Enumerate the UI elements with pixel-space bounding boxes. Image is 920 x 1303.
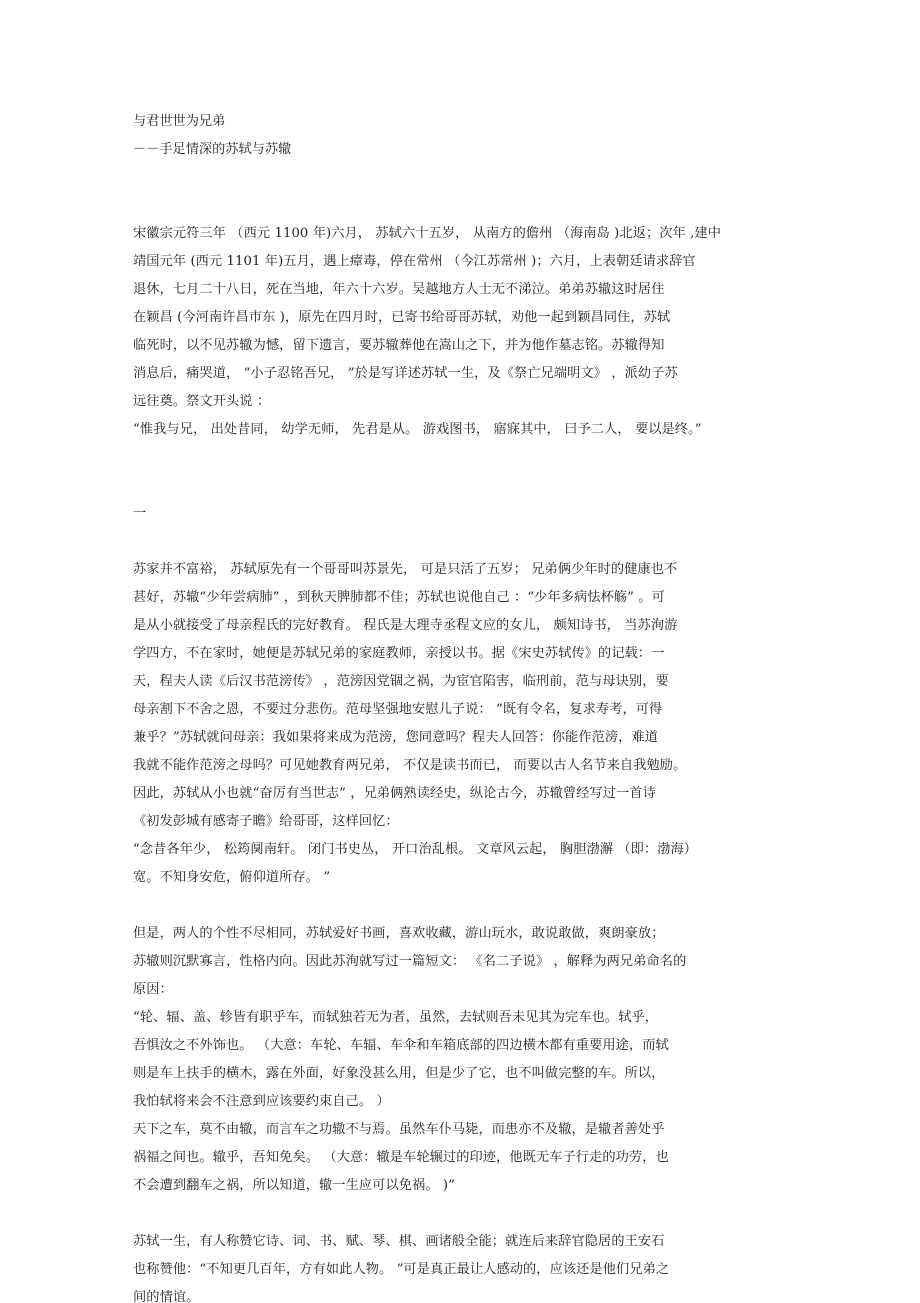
text-line: 则是车上扶手的横木，露在外面，好象没甚么用，但是少了它，也不叫做完整的车。所以， (133, 1066, 665, 1081)
paragraph-childhood (133, 556, 793, 892)
document-subtitle: －－手足情深的苏轼与苏辙 (133, 142, 292, 157)
text-line: “念昔各年少， 松筠阒南轩。 闭门书史丛， 开口治乱根。 文章风云起， 胸胆渤澥 （即：渤海） (133, 842, 698, 857)
text-line: 但是，两人的个性不尽相同，苏轼爱好书画，喜欢收藏，游山玩水，敢说敢做，爽朗豪放； (133, 926, 665, 941)
spacer-between-paragraphs-1 (133, 892, 793, 920)
text-line: 吾惧汝之不外饰也。 （大意：车轮、车辐、车伞和车箱底部的四边横木都有重要用途，而轼 (133, 1038, 669, 1053)
paragraph-personalities (133, 920, 793, 1200)
text-line: 学四方，不在家时，她便是苏轼兄弟的家庭教师，亲授以书。据《宋史苏轼传》的记载：一 (133, 646, 665, 661)
text-line: 不会遭到翻车之祸，所以知道，辙一生应可以免祸。 )” (133, 1178, 455, 1193)
text-line: 母亲割下不舍之恩，不要过分悲伤。范母坚强地安慰儿子说： “既有令名，复求寿考，可得 (133, 702, 663, 717)
paragraph-conclusion (133, 1228, 793, 1303)
text-line: 远往奠。祭文开头说 ： (133, 394, 271, 409)
spacer-after-title (133, 164, 793, 220)
text-line: 消息后，痛哭道， “小子忍铭吾兄， ”於是写详述苏轼一生，及《祭亡兄端明文》 ，派幼子苏 (133, 366, 678, 381)
text-line: “轮、辐、盖、轸皆有职乎车，而轼独若无为者，虽然，去轼则吾未见其为完车也。轼乎， (133, 1010, 659, 1025)
text-line: 苏辙则沉默寡言，性格内向。因此苏洵就写过一篇短文： 《名二子说》 ，解释为两兄弟命名的 (133, 954, 687, 969)
text-line: 兼乎？”苏轼就问母亲：我如果将来成为范滂，您同意吗？程夫人回答：你能作范滂，难道 (133, 730, 659, 745)
text-line: 退休，七月二十八日，死在当地，年六十六岁。吴越地方人士无不涕泣。弟弟苏辙这时居住 (133, 282, 665, 297)
text-line: 宋徽宗元符三年 （西元 1100 年)六月， 苏轼六十五岁， 从南方的儋州 （海南岛 )北返；次年 ,建中 (133, 226, 721, 241)
text-line: 间的情谊。 (133, 1290, 200, 1303)
spacer-before-section (133, 444, 793, 500)
spacer-between-paragraphs-2 (133, 1200, 793, 1228)
text-line: 因此，苏轼从小也就“奋厉有当世志” ，兄弟俩熟读经史，纵论古今，苏辙曾经写过一首诗 (133, 786, 656, 801)
text-line: 祸福之间也。辙乎，吾知免矣。 （大意：辙是车轮辗过的印迹，他既无车子行走的功劳，也 (133, 1150, 669, 1165)
text-line: 《初发彭城有感寄子瞻》给哥哥，这样回忆： (133, 814, 399, 829)
text-line: 靖国元年 (西元 1101 年)五月，遇上瘴毒，停在常州 （今江苏常州 )；六月，上表朝廷请求辞官 (133, 254, 696, 269)
text-line: 甚好，苏辙“少年尝病肺” ，到秋天脾肺都不佳；苏轼也说他自己 ：“少年多病怯杯觞” 。可 (133, 590, 665, 605)
text-line: 原因： (133, 982, 173, 997)
text-line: 我怕轼将来会不注意到应该要约束自己。 ） (133, 1094, 390, 1109)
text-line: 苏家并不富裕， 苏轼原先有一个哥哥叫苏景先， 可是只活了五岁； 兄弟俩少年时的健康也不 (133, 562, 678, 577)
text-line: 临死时，以不见苏辙为憾，留下遗言，要苏辙葬他在嵩山之下，并为他作墓志铭。苏辙得知 (133, 338, 665, 353)
text-line: 是从小就接受了母亲程氏的完好教育。 程氏是大理寺丞程文应的女儿， 颇知诗书， 当苏洵游 (133, 618, 678, 633)
text-line: 苏轼一生，有人称赞它诗、词、书、赋、琴、棋、画诸般全能；就连后来辞官隐居的王安石 (133, 1234, 665, 1249)
paragraph-intro (133, 220, 793, 444)
text-line: 也称赞他：“不知更几百年，方有如此人物。 ”可是真正最让人感动的，应该还是他们兄弟之 (133, 1262, 670, 1277)
text-line: 天下之车，莫不由辙，而言车之功辙不与焉。虽然车仆马毙，而患亦不及辙，是辙者善处乎 (133, 1122, 665, 1137)
text-line: 我就不能作范滂之母吗？可见她教育两兄弟， 不仅是读书而已， 而要以古人名节来自我勉励。 (133, 758, 687, 773)
spacer-after-section (133, 528, 793, 556)
text-line: 天，程夫人读《后汉书范滂传》 ，范滂因党锢之祸，为宦官陷害，临刑前，范与母诀别，要 (133, 674, 669, 689)
text-line: “惟我与兄， 出处昔同， 幼学无师， 先君是从。 游戏图书， 寤寐其中， 曰予二人， 要以是终。” (133, 422, 702, 437)
document-title: 与君世世为兄弟 (133, 114, 226, 129)
document-body (133, 108, 793, 1303)
text-line: 在颖昌 (今河南许昌市东 )，原先在四月时，已寄书给哥哥苏轼，劝他一起到颖昌同住，苏轼 (133, 310, 671, 325)
section-marker: 一 (133, 506, 147, 521)
text-line: 宽。不知身安危，俯仰道所存。 ” (133, 870, 331, 885)
